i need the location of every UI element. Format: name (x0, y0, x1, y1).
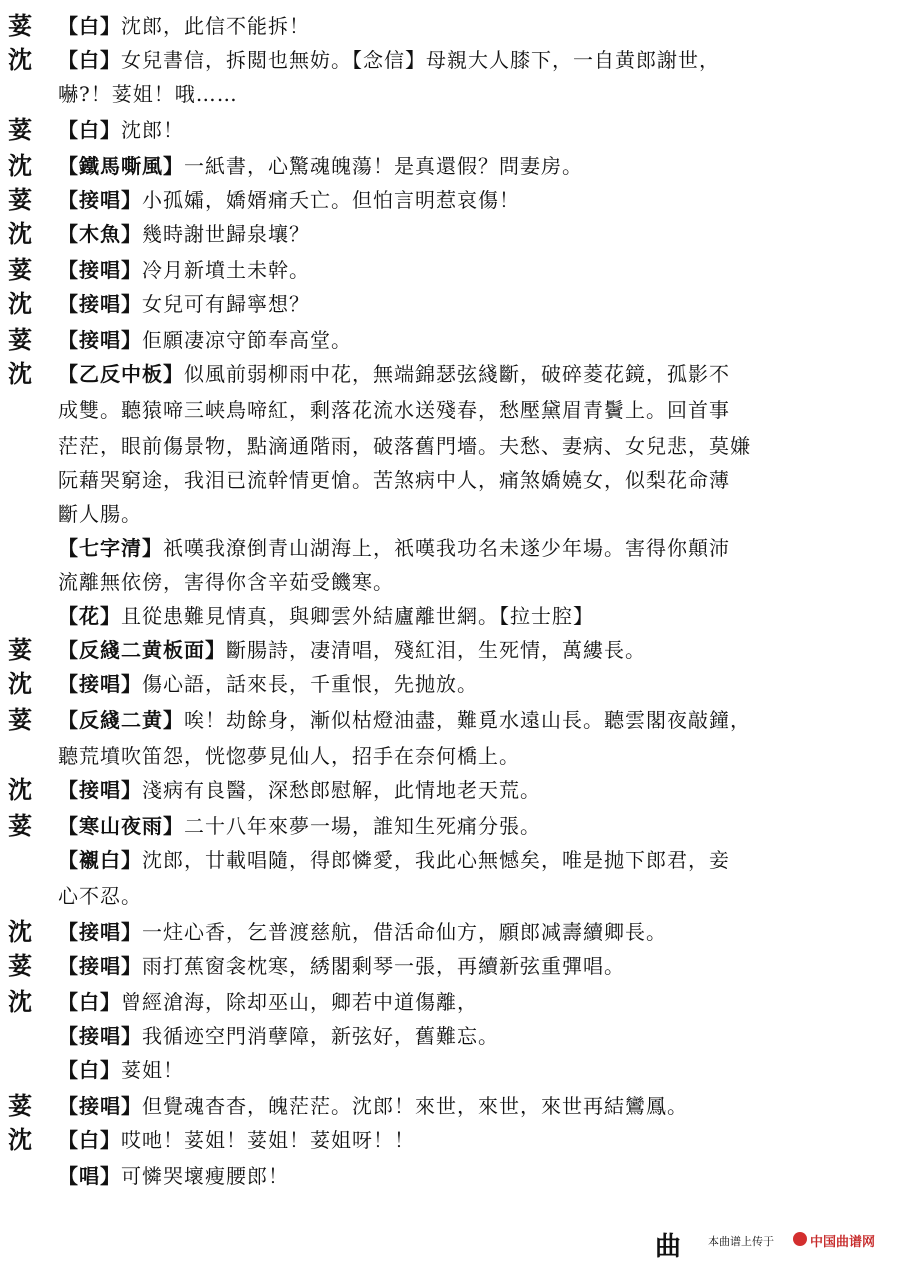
lyric-text: 但覺魂杳杳，魄茫茫。沈郎！來世，來世，來世再結鸞鳳。 (142, 1094, 688, 1118)
speaker-name: 荽 (8, 811, 32, 840)
dialogue-line (0, 698, 900, 734)
lyric-text: 淺病有良醫，深愁郎慰解，此情地老天荒。 (142, 778, 541, 802)
tune-tag: 白 (79, 14, 100, 38)
line-body (58, 78, 886, 107)
tune-tag: 接唱 (79, 188, 121, 212)
tune-tag: 白 (79, 1058, 100, 1082)
bracket-close: 】 (121, 1094, 142, 1118)
tune-tag: 唱 (79, 1164, 100, 1188)
bracket-close: 】 (163, 362, 184, 386)
dialogue-line (0, 980, 900, 1016)
line-body (58, 498, 886, 527)
bracket-close: 】 (100, 1128, 121, 1152)
dialogue-line (0, 838, 900, 874)
speaker-name: 沈 (8, 45, 32, 74)
bracket-open: 【 (58, 1058, 79, 1082)
line-body (58, 600, 886, 629)
line-body (58, 1124, 886, 1153)
lyric-text: 我循迹空門消孽障，新弦好，舊難忘。 (142, 1024, 499, 1048)
bracket-open: 【 (58, 1094, 79, 1118)
bracket-close: 】 (100, 604, 121, 628)
tune-tag: 七字清 (79, 536, 142, 560)
dialogue-line (0, 212, 900, 248)
lyric-text: 沈郎，此信不能拆！ (121, 14, 310, 38)
lyric-text: 流離無依傍，害得你含辛茹受饑寒。 (58, 570, 394, 594)
tune-tag: 接唱 (79, 1094, 121, 1118)
lyric-text: 佢願凄凉守節奉高堂。 (142, 328, 352, 352)
tune-tag: 花 (79, 604, 100, 628)
dialogue-line (0, 628, 900, 664)
page-footer (0, 1222, 900, 1262)
lyric-text: 曾經滄海，除却巫山，卿若中道傷離， (121, 990, 478, 1014)
bracket-open: 【 (58, 672, 79, 696)
bracket-close: 】 (121, 848, 142, 872)
lyric-text: 二十八年來夢一場，誰知生死痛分張。 (184, 814, 541, 838)
bracket-open: 【 (58, 848, 79, 872)
dialogue-line (0, 282, 900, 318)
tune-tag: 白 (79, 48, 100, 72)
dialogue-line (0, 662, 900, 698)
bracket-open: 【 (58, 154, 79, 178)
bracket-close: 】 (121, 258, 142, 282)
footer-upload-note: 本曲谱上传于 (708, 1235, 774, 1248)
dialogue-line (0, 424, 900, 460)
speaker-name: 沈 (8, 151, 32, 180)
bracket-close: 】 (100, 990, 121, 1014)
tune-tag: 木魚 (79, 222, 121, 246)
line-body (58, 1160, 886, 1189)
dialogue-line (0, 144, 900, 180)
speaker-name: 荽 (8, 325, 32, 354)
dialogue-line (0, 1154, 900, 1190)
line-body (58, 844, 886, 873)
lyric-text: 哎吔！荽姐！荽姐！荽姐呀！！ (121, 1128, 415, 1152)
bracket-close: 】 (121, 292, 142, 316)
line-body (58, 1020, 886, 1049)
line-body (58, 668, 886, 697)
dialogue-line (0, 108, 900, 144)
tune-tag: 接唱 (79, 920, 121, 944)
lyric-text: 斷腸詩，凄清唱，殘紅泪，生死情，萬縷長。 (226, 638, 646, 662)
bracket-open: 【 (58, 118, 79, 142)
dialogue-line (0, 944, 900, 980)
tune-tag: 反綫二黄板面 (79, 638, 205, 662)
bracket-open: 【 (58, 1128, 79, 1152)
bracket-close: 】 (163, 814, 184, 838)
lyric-text: 且從患難見情真，與卿雲外結廬離世網。【拉士腔】 (121, 604, 594, 628)
line-body (58, 464, 886, 493)
tune-tag: 接唱 (79, 292, 121, 316)
dialogue-line (0, 1048, 900, 1084)
speaker-name: 沈 (8, 987, 32, 1016)
bracket-close: 】 (163, 708, 184, 732)
lyric-text: 唉！劫餘身，漸似枯燈油盡，難覓水遠山長。聽雲閣夜敲鐘， (184, 708, 751, 732)
dialogue-line (0, 388, 900, 424)
bracket-close: 】 (100, 48, 121, 72)
bracket-open: 【 (58, 222, 79, 246)
bracket-open: 【 (58, 1024, 79, 1048)
tune-tag: 接唱 (79, 1024, 121, 1048)
dialogue-line (0, 492, 900, 528)
dialogue-line (0, 874, 900, 910)
speaker-name: 沈 (8, 289, 32, 318)
tune-tag: 接唱 (79, 672, 121, 696)
dialogue-line (0, 1014, 900, 1050)
bracket-open: 【 (58, 778, 79, 802)
bracket-close: 】 (121, 222, 142, 246)
dialogue-line (0, 178, 900, 214)
dialogue-line (0, 526, 900, 562)
bracket-close: 】 (205, 638, 226, 662)
dialogue-line (0, 458, 900, 494)
lyric-text: 可憐哭壞瘦腰郎！ (121, 1164, 289, 1188)
dialogue-line (0, 1118, 900, 1154)
bracket-open: 【 (58, 954, 79, 978)
tune-tag: 乙反中板 (79, 362, 163, 386)
lyric-text: 祇嘆我潦倒青山湖海上，祇嘆我功名未遂少年場。害得你顛沛 (163, 536, 730, 560)
bracket-close: 】 (142, 536, 163, 560)
dialogue-line (0, 594, 900, 630)
line-body (58, 10, 886, 39)
line-body (58, 288, 886, 317)
lyric-text: 阮藉哭窮途，我泪已流幹情更愴。苦煞病中人，痛煞嬌嬈女，似梨花命薄 (58, 468, 730, 492)
site-logo-icon (793, 1232, 807, 1246)
bracket-open: 【 (58, 328, 79, 352)
lyric-text: 茫茫，眼前傷景物，點滴通階雨，破落舊門墻。夫愁、妻病、女兒悲，莫嫌 (58, 434, 751, 458)
bracket-open: 【 (58, 362, 79, 386)
line-body (58, 114, 886, 143)
lyric-text: 一炷心香，乞普渡慈航，借活命仙方，願郎减壽續卿長。 (142, 920, 667, 944)
footer-title-char: 曲 (655, 1232, 682, 1262)
bracket-open: 【 (58, 48, 79, 72)
tune-tag: 反綫二黄 (79, 708, 163, 732)
speaker-name: 荽 (8, 11, 32, 40)
line-body (58, 184, 886, 213)
dialogue-line (0, 1084, 900, 1120)
speaker-name: 沈 (8, 775, 32, 804)
bracket-open: 【 (58, 258, 79, 282)
bracket-close: 】 (121, 954, 142, 978)
line-body (58, 740, 886, 769)
tune-tag: 接唱 (79, 258, 121, 282)
line-body (58, 324, 886, 353)
line-body (58, 634, 886, 663)
bracket-open: 【 (58, 188, 79, 212)
line-body (58, 704, 886, 733)
line-body (58, 254, 886, 283)
bracket-open: 【 (58, 920, 79, 944)
tune-tag: 白 (79, 1128, 100, 1152)
line-body (58, 916, 886, 945)
line-body (58, 394, 886, 423)
lyric-text: 幾時謝世歸泉壤？ (142, 222, 310, 246)
lyric-text: 成雙。聽猿啼三峡鳥啼紅，剩落花流水送殘春，愁壓黛眉青鬢上。回首事 (58, 398, 730, 422)
bracket-close: 】 (121, 188, 142, 212)
line-body (58, 150, 886, 179)
speaker-name: 沈 (8, 1125, 32, 1154)
speaker-name: 沈 (8, 669, 32, 698)
tune-tag: 白 (79, 118, 100, 142)
speaker-name: 荽 (8, 1091, 32, 1120)
speaker-name: 荽 (8, 951, 32, 980)
lyric-text: 女兒可有歸寧想？ (142, 292, 310, 316)
line-body (58, 950, 886, 979)
tune-tag: 接唱 (79, 328, 121, 352)
lyric-text: 傷心語，話來長，千重恨，先抛放。 (142, 672, 478, 696)
dialogue-line (0, 38, 900, 74)
bracket-open: 【 (58, 708, 79, 732)
bracket-open: 【 (58, 814, 79, 838)
lyric-text: 心不忍。 (58, 884, 142, 908)
line-body (58, 358, 886, 387)
dialogue-line (0, 72, 900, 108)
tune-tag: 寒山夜雨 (79, 814, 163, 838)
site-name[interactable]: 中国曲谱网 (810, 1235, 876, 1250)
lyric-text: 沈郎，廿載唱隨，得郎憐愛，我此心無憾矣，唯是抛下郎君，妾 (142, 848, 730, 872)
line-body (58, 218, 886, 247)
speaker-name: 沈 (8, 219, 32, 248)
dialogue-line (0, 352, 900, 388)
bracket-close: 】 (163, 154, 184, 178)
bracket-close: 】 (121, 1024, 142, 1048)
tune-tag: 接唱 (79, 954, 121, 978)
lyric-text: 沈郎！ (121, 118, 184, 142)
dialogue-line (0, 910, 900, 946)
bracket-close: 】 (100, 1164, 121, 1188)
line-body (58, 774, 886, 803)
bracket-open: 【 (58, 638, 79, 662)
line-body (58, 986, 886, 1015)
bracket-open: 【 (58, 14, 79, 38)
bracket-open: 【 (58, 292, 79, 316)
speaker-name: 沈 (8, 359, 32, 388)
tune-tag: 白 (79, 990, 100, 1014)
line-body (58, 44, 886, 73)
dialogue-line (0, 768, 900, 804)
speaker-name: 荽 (8, 705, 32, 734)
tune-tag: 接唱 (79, 778, 121, 802)
bracket-open: 【 (58, 536, 79, 560)
speaker-name: 荽 (8, 115, 32, 144)
bracket-open: 【 (58, 1164, 79, 1188)
speaker-name: 沈 (8, 917, 32, 946)
speaker-name: 荽 (8, 185, 32, 214)
line-body (58, 566, 886, 595)
bracket-open: 【 (58, 990, 79, 1014)
bracket-close: 】 (100, 118, 121, 142)
dialogue-line (0, 318, 900, 354)
dialogue-line (0, 734, 900, 770)
line-body (58, 810, 886, 839)
line-body (58, 1090, 886, 1119)
speaker-name: 荽 (8, 255, 32, 284)
tune-tag: 鐵馬嘶風 (79, 154, 163, 178)
line-body (58, 880, 886, 909)
tune-tag: 襯白 (79, 848, 121, 872)
bracket-close: 】 (100, 14, 121, 38)
bracket-close: 】 (100, 1058, 121, 1082)
line-body (58, 532, 886, 561)
line-body (58, 1054, 886, 1083)
bracket-close: 】 (121, 672, 142, 696)
line-body (58, 430, 886, 459)
lyric-text: 嚇?！荽姐！哦…… (58, 82, 238, 106)
lyric-text: 一紙書，心驚魂魄蕩！是真還假？問妻房。 (184, 154, 583, 178)
bracket-close: 】 (121, 778, 142, 802)
lyric-text: 雨打蕉窗衾枕寒，綉閣剩琴一張，再續新弦重彈唱。 (142, 954, 625, 978)
lyric-text: 荽姐！ (121, 1058, 184, 1082)
bracket-close: 】 (121, 328, 142, 352)
dialogue-line (0, 560, 900, 596)
lyric-text: 聽荒墳吹笛怨，恍惚夢見仙人，招手在奈何橋上。 (58, 744, 520, 768)
dialogue-line (0, 4, 900, 40)
dialogue-line (0, 248, 900, 284)
lyric-text: 斷人腸。 (58, 502, 142, 526)
lyric-text: 冷月新墳土未幹。 (142, 258, 310, 282)
bracket-open: 【 (58, 604, 79, 628)
lyric-text: 女兒書信，拆閲也無妨。【念信】母親大人膝下，一自黄郎謝世， (121, 48, 720, 72)
lyric-text: 似風前弱柳雨中花，無端錦瑟弦綫斷，破碎菱花鏡，孤影不 (184, 362, 730, 386)
dialogue-line (0, 804, 900, 840)
bracket-close: 】 (121, 920, 142, 944)
speaker-name: 荽 (8, 635, 32, 664)
lyric-text: 小孤孀，嬌婿痛夭亡。但怕言明惹哀傷！ (142, 188, 520, 212)
